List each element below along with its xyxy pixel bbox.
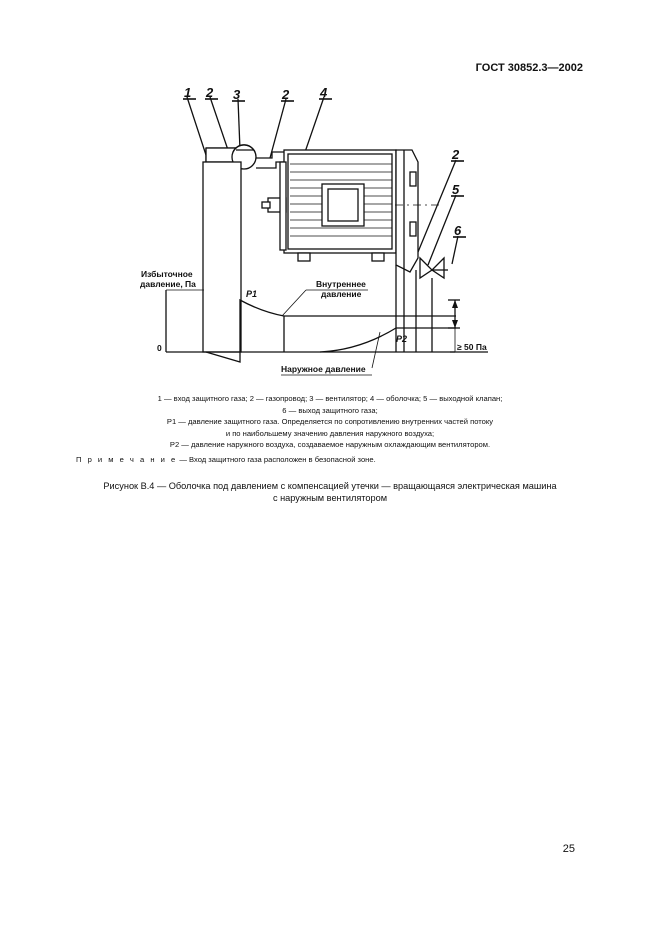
legend-line: P1 — давление защитного газа. Определяется по сопротивлению внутренних частей потоку xyxy=(166,417,494,426)
outlet-valve-symbol xyxy=(420,258,448,278)
external-pressure-curve xyxy=(320,328,456,352)
y-axis-label-line1: Избыточное xyxy=(141,269,193,279)
figure-note xyxy=(76,455,376,464)
callout-5: 5 xyxy=(452,182,460,197)
figure-legend xyxy=(60,393,600,451)
external-pressure-label: Наружное давление xyxy=(281,364,366,374)
note-text: — Вход защитного газа расположен в безопасной зоне. xyxy=(177,455,376,464)
note-label: П р и м е ч а н и е xyxy=(76,455,178,464)
internal-pressure-label-line2: давление xyxy=(321,289,362,299)
callout-2b: 2 xyxy=(282,87,290,102)
page-number: 25 xyxy=(562,843,575,855)
enclosure-motor-body xyxy=(262,150,418,272)
callout-2a: 2 xyxy=(206,85,214,100)
caption-line: с наружным вентилятором xyxy=(272,493,388,503)
callout-4: 4 xyxy=(320,85,328,100)
callout-1: 1 xyxy=(184,85,192,100)
legend-line: P2 — давление наружного воздуха, создаваемое наружным охлаждающим вентилятором. xyxy=(169,440,491,449)
p1-label: P1 xyxy=(246,289,258,299)
document-code: ГОСТ 30852.3—2002 xyxy=(475,62,583,74)
min-pressure-label: ≥ 50 Па xyxy=(457,342,487,352)
callout-2c: 2 xyxy=(452,147,460,162)
callout-6: 6 xyxy=(454,223,462,238)
zero-label: 0 xyxy=(157,343,162,353)
caption-line: Рисунок В.4 — Оболочка под давлением с компенсацией утечки — вращающаяся электрическая машина xyxy=(103,481,557,491)
y-axis-label-line2: давление, Па xyxy=(140,279,196,289)
p2-label: P2 xyxy=(396,334,408,344)
pressure-diagram-figure xyxy=(0,0,661,400)
legend-line: 1 — вход защитного газа; 2 — газопровод; 3 — вентилятор; 4 — оболочка; 5 — выходной клапан; xyxy=(157,394,503,403)
internal-pressure-curve xyxy=(206,300,456,362)
legend-line: и по наибольшему значению давления наружного воздуха; xyxy=(225,428,435,438)
callout-3: 3 xyxy=(233,87,241,102)
legend-line: 6 — выход защитного газа; xyxy=(282,405,378,415)
figure-caption xyxy=(60,480,600,504)
internal-pressure-label-line1: Внутреннее xyxy=(316,279,366,289)
